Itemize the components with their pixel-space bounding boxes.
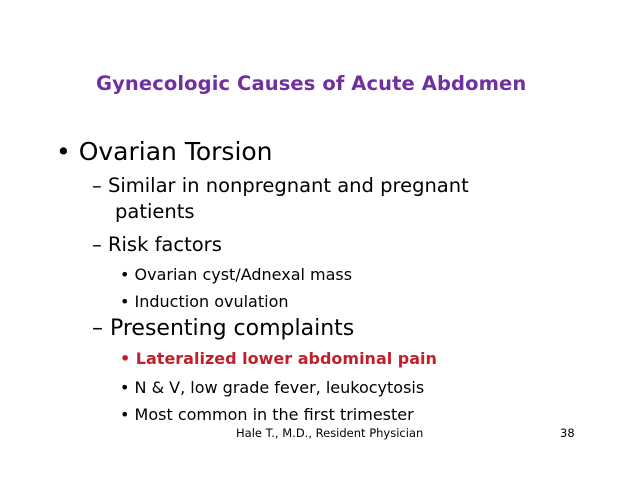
sub-bullet-presenting-complaints: – Presenting complaints: [92, 316, 355, 341]
sub-bullet-similar-cont: patients: [115, 200, 195, 223]
page-number: 38: [560, 426, 575, 440]
slide-title: Gynecologic Causes of Acute Abdomen: [96, 72, 527, 95]
main-bullet: • Ovarian Torsion: [56, 137, 273, 166]
complaint-item: • N & V, low grade fever, leukocytosis: [120, 378, 425, 397]
risk-factor-item: • Induction ovulation: [120, 292, 289, 311]
sub-bullet-similar: – Similar in nonpregnant and pregnant: [92, 174, 469, 197]
complaint-item: • Most common in the first trimester: [120, 405, 414, 424]
complaint-item-highlighted: • Lateralized lower abdominal pain: [120, 349, 437, 368]
sub-bullet-risk-factors: – Risk factors: [92, 233, 222, 256]
footer-author: Hale T., M.D., Resident Physician: [236, 426, 424, 440]
risk-factor-item: • Ovarian cyst/Adnexal mass: [120, 265, 353, 284]
